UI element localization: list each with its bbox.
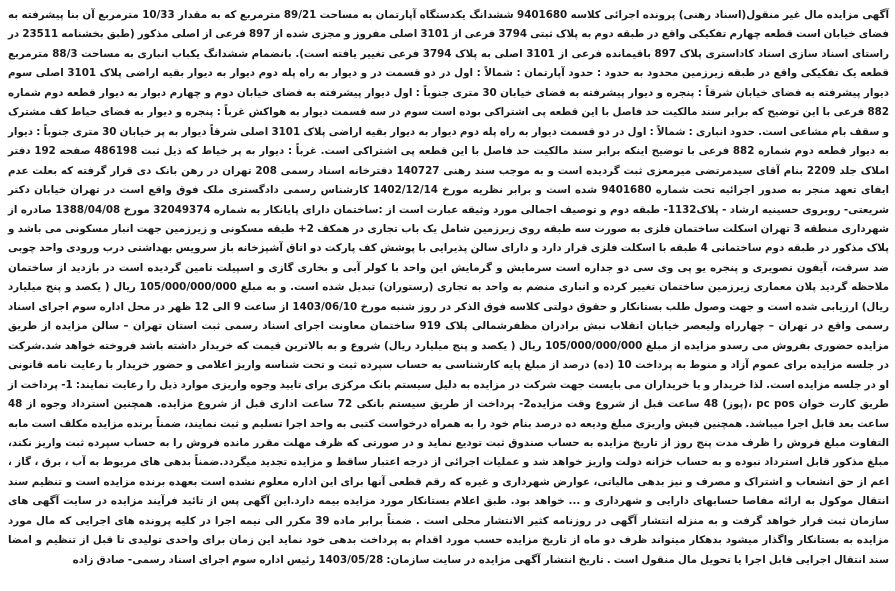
auction-notice-text: آگهی مزایده مال غیر منقول(اسناد رهنی) پرونده اجرائی کلاسه 9401680 ششدانگ یکدستگاه آپارتمان به مساحت 89/21 مترمربع که به مقدار 10/33 مترمربع آن بنا پیشرفته به فضای خیابان است قطعه چهارم تفکیکی واقع در طبقه دوم به پلاک ثبتی 3794 فرعی از 3101 اصلی مفروز و مجزی شده از 897 فرعی از اصلی مذکور (طبق بخشنامه 23511 در راستای اسناد سازی اسناد کاداستری پلاک 897 باقیمانده فرعی از 3101 اصلی به پلاک 3794 فرعی تغییر یافته است). بانضمام ششدانگ یکباب انباری به مساحت 88/3 مترمربع قطعه یک تفکیکی واقع در طبقه زیرزمین محدود به حدود : حدود آپارتمان : شمالاً : اول در دو قسمت در و دیوار به راه پله دوم دیوار به دیوار بقیه اراضی پلاک 3101 اصلی سوم دیوار پیشرفته به فضای خیابان شرقاً : پنجره و دیوار پیشرفته به فضای خیابان 30 متری جنوباً : اول دیوار پیشرفته به فضای خیابان دوم و چهارم دیوار به دیوار قطعه دوم شماره 882 فرعی با این توضیح که برابر سند مالکیت حد فاصل با این قطعه پی اشتراکی بوده است سوم در سه قسمت دیوار به هواکش غرباً : پنجره و دیوار به فضای حیاط کف مشترک و سقف بام مشاعی است. حدود انباری : شمالاً : اول در دو قسمت دیوار به راه پله دوم دیوار به دیوار بقیه اراضی پلاک 3101 اصلی شرقاً دیوار به پر خیابان 30 متری جنوباً : دیوار به دیوار قطعه دوم شماره 882 فرعی با توضیح اینکه برابر سند مالکیت حد فاصل با این قطعه پی اشتراکی است. غرباً : دیوار به پر خیاط که ذیل ثبت 486198 صفحه 192 دفتر املاک جلد 2209 بنام آقای سیدمرتضی میرمعزی ثبت گردیده است و به موجب سند رهنی 140727 دفترخانه اسناد رسمی 208 تهران در رهن بانک دی قرار گرفته که بعلت عدم ایفای تعهد منجر به صدور اجرائیه تحت شماره 9401680 شده است و برابر نظریه مورخ 1402/12/14 کارشناس رسمی دادگستری ملک فوق واقع است در تهران خیابان دکتر شریعتی- روبروی حسینیه ارشاد - پلاک1132- طبقه دوم و توصیف اجمالی مورد وثیقه عبارت است از :ساختمان دارای پایانکار به شماره 32049374 مورخ 1388/04/08 صادره از شهرداری منطقه 3 تهران اسکلت ساختمان فلزی به صورت سه طبقه روی زیرزمین شامل یک باب تجاری در همکف 2+ طبقه مسکونی و زیرزمین جهت انبار مسکونی می باشد و پلاک مذکور در طبقه دوم ساختمانی 4 طبقه با اسکلت فلزی قرار دارد و دارای سالن پذیرایی با پوشش کف پارکت دو اتاق آشپزخانه باز سرویس بهداشتی درب ورودی واحد چوبی ضد سرقت، آیفون تصویری و پنجره یو پی وی سی دو جداره است سرمایش و گرمایش این واحد با کولر آبی و بخاری گازی و اسپیلت تامین گردیده است در بازدید از ساختمان ملاحظه گردید پلان معماری زیرزمین ساختمان تغییر کرده و انباری منضم به واحد به تجاری (رستوران) تبدیل شده است. و به مبلغ 105/000/000/000 ریال ( یکصد و پنج میلیارد ریال) ارزیابی شده است و جهت وصول طلب بستانکار و حقوق دولتی کلاسه فوق الذکر در روز شنبه مورخ 1403/06/10 از ساعت 9 الی 12 ظهر در محل اداره سوم اجرای اسناد رسمی واقع در تهران – چهارراه ولیعصر خیابان انقلاب نبش برادران مظفرشمالی پلاک 919 ساختمان معاونت اجرای اسناد رسمی ثبت استان تهران – سالن مزایده از طریق مزایده حضوری بفروش می رسدو مزایده از مبلغ 105/000/000/000 ریال ( یکصد و پنج میلیارد ریال) شروع و به بالاترین قیمت که خریدار داشته باشد فروخته خواهد شد.شرکت در جلسه مزایده برای عموم آزاد و منوط به پرداخت 10 (ده) درصد از مبلغ پایه کارشناسی به حساب سپرده ثبت و تحت شناسه واریز اعلامی و حضور خریدار با رعایت نامه قانونی او در جلسه مزایده است. لذا خریدار و یا خریداران می بایست جهت شرکت در مزایده به دلیل سیستم بانک مرکزی برای تایید وجوه واریزی موارد ذیل را رعایت نمایند: 1- پرداخت از طریق کارت خوان pc pos ،(پوز) 48 ساعت قبل از شروع وقت مزایده2- پرداخت از طریق سیستم بانکی 72 ساعت اداری قبل از شروع مزایده. همچنین استرداد وجوه از 48 ساعت بعد قابل اجرا میباشد. همچنین فیش واریزی مبلغ ودیعه ده درصد بنام خود را به همراه درخواست کتبی به واحد اجرا تسلیم و ثبت نمایند، ضمناً برنده مزایده مکلف است مابه التفاوت مبلغ فروش را ظرف مدت پنج روز از تاریخ مزایده به حساب صندوق ثبت تودیع نماید و در صورتی که ظرف مهلت مقرر مانده فروش را به حساب سپرده ثبت واریز نکند، مبلغ مذکور قابل استرداد نبوده و به حساب خزانه دولت واریز خواهد شد و عملیات اجرائی از درجه اعتبار ساقط و مزایده تجدید میگردد.ضمناً بدهی های مربوط به آب ، برق ، گاز ، اعم از حق انشعاب و اشتراک و مصرف و نیز بدهی مالیاتی، عوارض شهرداری و غیره که رقم قطعی آنها برای این اداره معلوم نشده است بعهده برنده مزایده است و تنظیم سند انتقال موکول به ارائه مفاصا حسابهای دارایی و شهرداری و ... خواهد بود. طبق اعلام بستانکار مورد مزایده بیمه دارد.این آگهی پس از تائید فرآیند مزایده در سایت آگهی های سازمان ثبت قرار خواهد گرفت و به منزله انتشار آگهی در روزنامه کثیر الانتشار محلی است . ضمناً برابر ماده 39 مکرر الی نیمه اجرا در کلیه پرونده های اجرایی که مال مورد مزایده به بستانکار واگذار میشود بدهکار میتواند ظرف دو ماه از تاریخ مزایده حسب مورد اقدام به پرداخت بدهی خود نماید این زمان برای واحدی تولیدی تا قبل از تنظیم و امضا سند انتقال اجرایی قابل اجرا یا تحویل مال منقول است . تاریخ انتشار آگهی مزایده در سایت سازمان: 1403/05/28 رئیس اداره سوم اجرای اسناد رسمی- صادق زاده xyxy=(8,9,890,566)
